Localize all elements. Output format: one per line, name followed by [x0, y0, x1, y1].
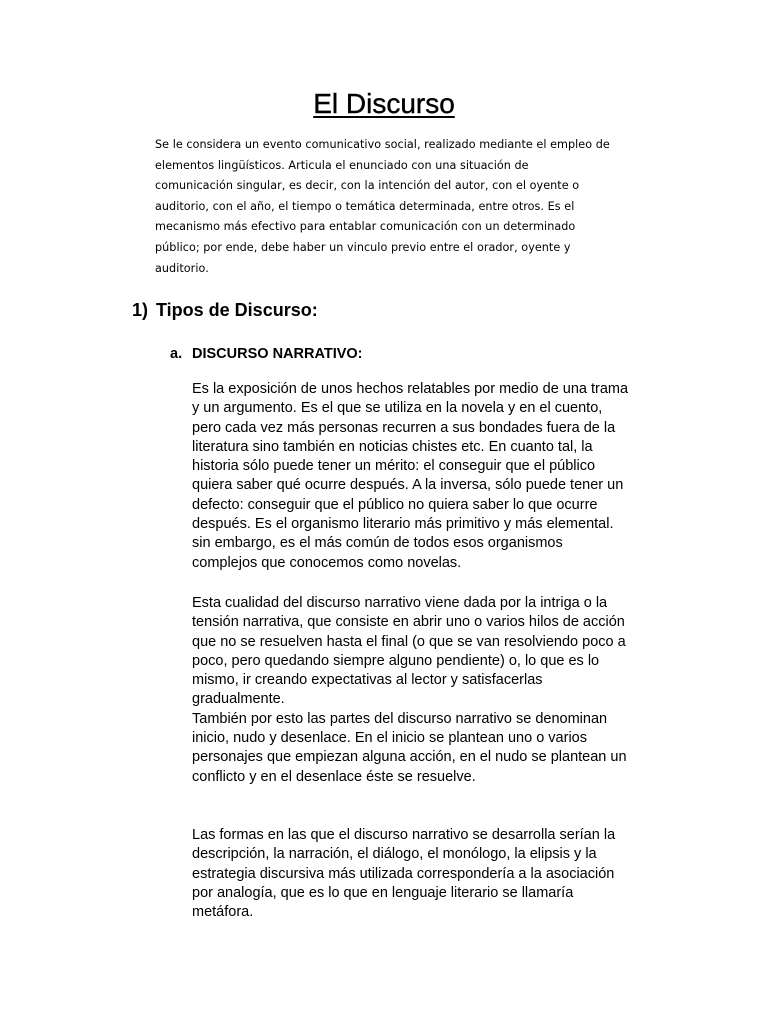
paragraph-line: complejos que conocemos como novelas.	[192, 554, 462, 571]
paragraph-line: que no se resuelven hasta el final (o que se van resolviendo poco a	[192, 633, 626, 650]
paragraph-line: tensión narrativa, que consiste en abrir uno o varios hilos de acción	[192, 614, 625, 631]
paragraph-line: estrategia discursiva más utilizada correspondería a la asociación	[192, 865, 615, 882]
section-heading	[132, 298, 318, 322]
paragraph-line: poco, pero quedando siempre alguno pendiente) o, lo que es lo	[192, 652, 600, 669]
paragraph-line: gradualmente.	[192, 691, 285, 708]
paragraph-line: historia sólo puede tener un mérito: el conseguir que el público	[192, 458, 596, 475]
intro-line: mecanismo más efectivo para entablar comunicación con un determinado	[155, 220, 576, 234]
paragraph-line: sin embargo, es el más común de todos esos organismos	[192, 535, 563, 552]
paragraph-line: inicio, nudo y desenlace. En el inicio se plantean uno o varios	[192, 730, 587, 747]
page-title: El Discurso	[313, 88, 455, 119]
section-label: Tipos de Discurso:	[156, 300, 318, 320]
paragraph-line: después. Es el organismo literario más primitivo y más elemental.	[192, 516, 614, 533]
paragraph-line: mismo, ir creando expectativas al lector y satisfacerlas	[192, 672, 543, 689]
narrative-paragraph-1	[192, 380, 672, 573]
intro-line: elementos lingüísticos. Articula el enunciado con una situación de	[155, 158, 529, 172]
subsection-heading	[170, 344, 363, 364]
narrative-paragraph-2	[192, 594, 672, 787]
paragraph-line: literatura sino también en noticias chistes etc. En cuanto tal, la	[192, 438, 593, 455]
subsection-letter: a.	[170, 346, 183, 362]
paragraph-line: y un argumento. Es el que se utiliza en la novela y en el cuento,	[192, 400, 603, 417]
intro-paragraph	[155, 135, 665, 279]
intro-line: auditorio.	[155, 261, 209, 275]
paragraph-line: Esta cualidad del discurso narrativo viene dada por la intriga o la	[192, 595, 608, 611]
paragraph-line: personajes que empiezan alguna acción, en el nudo se plantean un	[192, 749, 627, 766]
subsection-label: DISCURSO NARRATIVO:	[192, 346, 363, 362]
paragraph-line: metáfora.	[192, 904, 254, 921]
intro-line: auditorio, con el año, el tiempo o temática determinada, entre otros. Es el	[155, 199, 575, 213]
paragraph-line: Es la exposición de unos hechos relatables por medio de una trama	[192, 381, 629, 397]
paragraph-line: quiera saber qué ocurre después. A la inversa, sólo puede tener un	[192, 477, 624, 494]
paragraph-line: descripción, la narración, el diálogo, el monólogo, la elipsis y la	[192, 846, 597, 863]
paragraph-line: defecto: conseguir que el público no quiera saber lo que ocurre	[192, 496, 598, 513]
intro-line: Se le considera un evento comunicativo social, realizado mediante el empleo de	[155, 138, 610, 151]
paragraph-line: pero cada vez más personas recurren a sus bondades fuera de la	[192, 419, 616, 436]
intro-line: comunicación singular, es decir, con la intención del autor, con el oyente o	[155, 179, 580, 193]
intro-line: público; por ende, debe haber un vinculo previo entre el orador, oyente y	[155, 240, 571, 254]
paragraph-line: También por esto las partes del discurso narrativo se denominan	[192, 710, 608, 727]
paragraph-line: Las formas en las que el discurso narrativo se desarrolla serían la	[192, 827, 616, 843]
paragraph-line: conflicto y en el desenlace éste se resuelve.	[192, 768, 476, 785]
narrative-paragraph-3	[192, 826, 672, 922]
paragraph-line: por analogía, que es lo que en lenguaje literario se llamaría	[192, 884, 574, 901]
section-number: 1)	[132, 300, 149, 320]
